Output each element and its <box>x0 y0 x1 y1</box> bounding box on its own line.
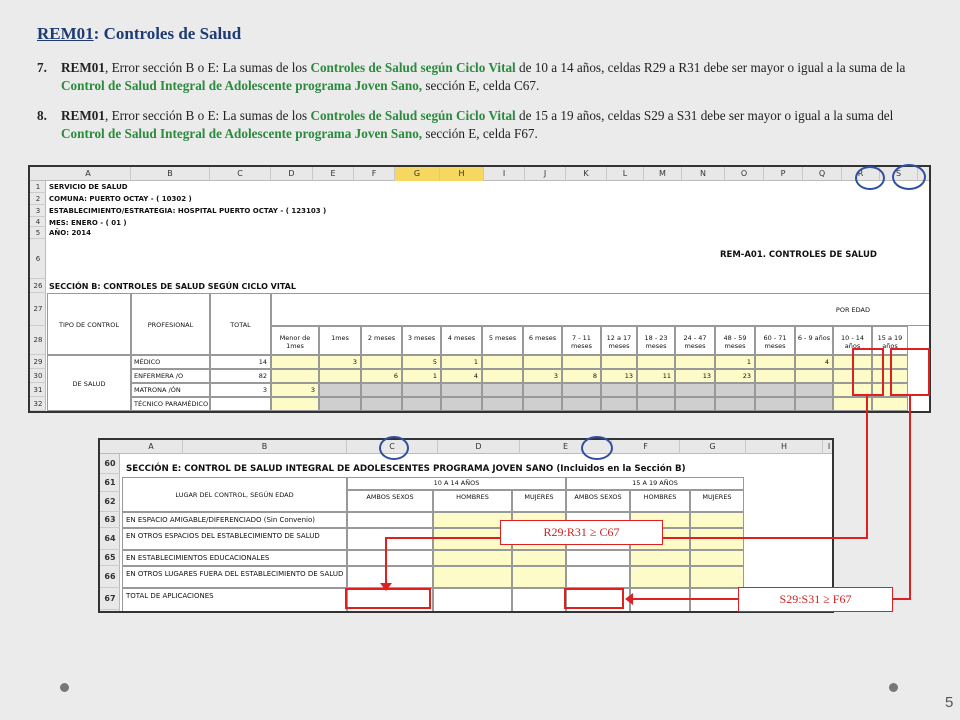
header-lugar: LUGAR DEL CONTROL, SEGÚN EDAD <box>122 477 347 512</box>
row-header: 65 <box>100 550 120 566</box>
section-e-spreadsheet <box>98 438 834 613</box>
column-header-g: G <box>395 167 440 181</box>
rule-highlight: Controles de Salud según Ciclo Vital <box>310 60 516 75</box>
data-cell <box>675 397 715 411</box>
column-header-i: I <box>823 440 834 454</box>
data-cell <box>715 397 755 411</box>
data-cell <box>795 369 833 383</box>
column-header-d: D <box>438 440 520 454</box>
data-cell <box>523 397 562 411</box>
rule-text: sección E, celda F67. <box>422 126 538 141</box>
row-header: 4 <box>30 217 46 227</box>
data-cell: 13 <box>675 369 715 383</box>
age-header: 3 meses <box>402 326 441 355</box>
column-c-highlight <box>379 436 409 460</box>
rule-text: de 10 a 14 años, celdas R29 a R31 debe ser mayor o igual a la suma de la <box>515 60 906 75</box>
f67-box <box>564 588 624 609</box>
column-r-highlight <box>855 166 885 190</box>
total-value: 3 <box>210 383 271 397</box>
column-header-c: C <box>347 440 438 454</box>
age-header: 24 - 47 meses <box>675 326 715 355</box>
data-cell <box>690 566 744 588</box>
total-value: 82 <box>210 369 271 383</box>
profession-label: TÉCNICO PARAMÉDICO <box>131 397 210 411</box>
data-cell <box>630 550 690 566</box>
column-f-highlight <box>581 436 613 460</box>
age-header: Menor de 1mes <box>271 326 319 355</box>
data-cell <box>402 383 441 397</box>
header-15-19: 15 A 19 AÑOS <box>566 477 744 490</box>
data-cell <box>482 369 523 383</box>
row-header: 61 <box>100 474 120 492</box>
place-label: EN ESTABLECIMIENTOS EDUCACIONALES <box>122 550 347 566</box>
info-month: MES: ENERO - ( 01 ) <box>49 219 127 227</box>
data-cell <box>512 566 566 588</box>
data-cell <box>566 566 630 588</box>
rule-number: 7. <box>37 60 47 75</box>
data-cell <box>482 355 523 369</box>
data-cell: 4 <box>795 355 833 369</box>
title-rest: : Controles de Salud <box>93 24 242 43</box>
row-header: 30 <box>30 369 46 383</box>
info-comuna: COMUNA: PUERTO OCTAY - ( 10302 ) <box>49 195 192 203</box>
row-header: 60 <box>100 454 120 474</box>
column-header-k: K <box>566 167 607 181</box>
column-header-h: H <box>440 167 484 181</box>
section-b-spreadsheet <box>28 165 931 413</box>
column-header-b: B <box>183 440 347 454</box>
column-header-s: S <box>880 167 918 181</box>
age-header: 15 a 19 años <box>872 326 908 355</box>
rule-highlight: Controles de Salud según Ciclo Vital <box>310 108 516 123</box>
section-e-title: SECCIÓN E: CONTROL DE SALUD INTEGRAL DE ADOLESCENTES PROGRAMA JOVEN SANO (Incluidos en la Sección B) <box>126 464 686 474</box>
row-header: 5 <box>30 227 46 239</box>
column-header-f: F <box>354 167 395 181</box>
sub-header: HOMBRES <box>433 490 512 512</box>
data-cell <box>795 383 833 397</box>
data-cell <box>361 383 402 397</box>
data-cell <box>690 528 744 550</box>
profession-label: MÉDICO <box>131 355 210 369</box>
age-header: 2 meses <box>361 326 402 355</box>
data-cell <box>271 397 319 411</box>
data-cell <box>319 397 361 411</box>
row-header: 1 <box>30 181 46 193</box>
header-total: TOTAL <box>210 293 271 355</box>
row-header: 27 <box>30 293 46 326</box>
data-cell <box>441 397 482 411</box>
column-header-b: B <box>131 167 210 181</box>
column-header-o: O <box>725 167 764 181</box>
data-cell: 1 <box>402 369 441 383</box>
data-cell: 4 <box>441 369 482 383</box>
data-cell: 8 <box>562 369 601 383</box>
data-cell <box>512 550 566 566</box>
row-header: 28 <box>30 326 46 355</box>
age-header: 12 a 17 meses <box>601 326 637 355</box>
place-label: TOTAL DE APLICACIONES <box>122 588 347 612</box>
data-cell <box>637 383 675 397</box>
data-cell <box>402 397 441 411</box>
data-cell <box>271 369 319 383</box>
rem-title: REM-A01. CONTROLES DE SALUD <box>720 250 877 260</box>
data-cell <box>482 383 523 397</box>
connector-c <box>385 537 500 539</box>
rule-text: sección E, celda C67. <box>422 78 540 93</box>
column-header-a: A <box>46 167 131 181</box>
rule-text: , Error sección B o E: La sumas de los <box>104 60 311 75</box>
title-code: REM01 <box>37 24 94 43</box>
data-cell <box>755 369 795 383</box>
column-header-l: L <box>607 167 644 181</box>
sub-header: HOMBRES <box>630 490 690 512</box>
data-cell <box>523 355 562 369</box>
c67-box <box>345 588 431 609</box>
data-cell <box>361 397 402 411</box>
column-header-p: P <box>764 167 803 181</box>
data-cell <box>715 383 755 397</box>
data-cell <box>755 383 795 397</box>
column-header-h: H <box>746 440 823 454</box>
info-establishment: ESTABLECIMIENTO/ESTRATEGIA: HOSPITAL PUERTO OCTAY - ( 123103 ) <box>49 207 327 215</box>
data-cell <box>630 566 690 588</box>
data-cell <box>347 528 433 550</box>
row-header: 64 <box>100 528 120 550</box>
section-b-title: SECCIÓN B: CONTROLES DE SALUD SEGÚN CICLO VITAL <box>49 282 296 291</box>
row-header: 31 <box>30 383 46 397</box>
place-label: EN OTROS LUGARES FUERA DEL ESTABLECIMIENTO DE SALUD <box>122 566 347 588</box>
rule-number: 8. <box>37 108 47 123</box>
data-cell: 3 <box>271 383 319 397</box>
page-number: 5 <box>945 694 954 711</box>
column-header-j: J <box>525 167 566 181</box>
data-cell <box>347 550 433 566</box>
info-year: AÑO: 2014 <box>49 229 91 237</box>
age-header: 6 meses <box>523 326 562 355</box>
row-header: 63 <box>100 512 120 528</box>
row-header: 2 <box>30 193 46 205</box>
row-header: 26 <box>30 279 46 293</box>
arrow-head <box>380 583 392 591</box>
data-cell <box>433 550 512 566</box>
column-header-q: Q <box>803 167 842 181</box>
place-label: EN OTROS ESPACIOS DEL ESTABLECIMIENTO DE SALUD <box>122 528 347 550</box>
data-cell <box>601 355 637 369</box>
row-header: 6 <box>30 239 46 279</box>
page-title <box>37 24 241 44</box>
data-cell <box>433 566 512 588</box>
data-cell <box>872 397 908 411</box>
column-header-e: E <box>313 167 354 181</box>
data-cell <box>361 355 402 369</box>
column-s-highlight <box>892 164 926 190</box>
data-cell <box>601 383 637 397</box>
column-header-d: D <box>271 167 313 181</box>
data-cell: 1 <box>441 355 482 369</box>
data-cell <box>690 588 744 612</box>
data-cell <box>512 588 566 612</box>
data-cell <box>562 355 601 369</box>
s29-s31-box <box>890 348 930 396</box>
row-header: 62 <box>100 492 120 512</box>
data-cell <box>347 512 433 528</box>
sub-header: MUJERES <box>690 490 744 512</box>
column-header-i: I <box>484 167 525 181</box>
row-header: 66 <box>100 566 120 588</box>
data-cell <box>271 355 319 369</box>
rule-note-r-c: R29:R31 ≥ C67 <box>500 520 663 545</box>
data-cell <box>637 355 675 369</box>
slide-dot-right <box>889 683 898 692</box>
data-cell: 23 <box>715 369 755 383</box>
age-header: 5 meses <box>482 326 523 355</box>
age-header: 6 - 9 años <box>795 326 833 355</box>
column-header-f: F <box>612 440 680 454</box>
connector-s <box>893 598 911 600</box>
row-header: 67 <box>100 588 120 610</box>
rule-note-s-f: S29:S31 ≥ F67 <box>738 587 893 612</box>
rule-code: REM01 <box>61 60 105 75</box>
column-header-a: A <box>120 440 183 454</box>
column-header-r: R <box>842 167 880 181</box>
r29-r31-box <box>852 348 884 396</box>
column-header-m: M <box>644 167 682 181</box>
data-cell: 6 <box>361 369 402 383</box>
connector-r <box>663 537 868 539</box>
rule-highlight: Control de Salud Integral de Adolescente programa Joven Sano, <box>61 78 423 93</box>
header-tipo-control: TIPO DE CONTROL <box>47 293 131 355</box>
rule-item-8 <box>37 107 927 143</box>
age-header: 4 meses <box>441 326 482 355</box>
data-cell <box>675 383 715 397</box>
rule-code: REM01 <box>61 108 105 123</box>
row-header: 32 <box>30 397 46 411</box>
data-cell: 3 <box>319 355 361 369</box>
column-header-c: C <box>210 167 271 181</box>
profession-label: ENFERMERA /O <box>131 369 210 383</box>
data-cell <box>675 355 715 369</box>
rule-highlight: Control de Salud Integral de Adolescente programa Joven Sano, <box>61 126 423 141</box>
data-cell <box>319 369 361 383</box>
data-cell <box>755 355 795 369</box>
data-cell: 11 <box>637 369 675 383</box>
age-header: 60 - 71 meses <box>755 326 795 355</box>
connector-s <box>909 396 911 599</box>
data-cell <box>433 588 512 612</box>
connector-f <box>632 598 738 600</box>
info-service: SERVICIO DE SALUD <box>49 183 128 191</box>
connector-r <box>866 396 868 538</box>
age-header: 1mes <box>319 326 361 355</box>
data-cell <box>319 383 361 397</box>
data-cell <box>755 397 795 411</box>
rule-item-7 <box>37 59 927 95</box>
header-por-edad: POR EDAD <box>271 293 931 326</box>
data-cell <box>562 397 601 411</box>
data-cell <box>690 512 744 528</box>
age-header: 10 - 14 años <box>833 326 872 355</box>
data-cell <box>566 550 630 566</box>
age-header: 7 - 11 meses <box>562 326 601 355</box>
place-label: EN ESPACIO AMIGABLE/DIFERENCIADO (Sin Convenio) <box>122 512 347 528</box>
column-header-g: G <box>680 440 746 454</box>
data-cell <box>690 550 744 566</box>
profession-label: MATRONA /ÓN <box>131 383 210 397</box>
data-cell: 1 <box>715 355 755 369</box>
rule-text: , Error sección B o E: La sumas de los <box>104 108 311 123</box>
sub-header: AMBOS SEXOS <box>566 490 630 512</box>
data-cell <box>601 397 637 411</box>
data-cell <box>523 383 562 397</box>
data-cell <box>795 397 833 411</box>
data-cell <box>562 383 601 397</box>
sub-header: MUJERES <box>512 490 566 512</box>
rule-text: de 15 a 19 años, celdas S29 a S31 debe ser mayor o igual a la suma del <box>515 108 894 123</box>
connector-c <box>385 537 387 585</box>
age-header: 48 - 59 meses <box>715 326 755 355</box>
slide-dot-left <box>60 683 69 692</box>
data-cell: 13 <box>601 369 637 383</box>
row-header: 29 <box>30 355 46 369</box>
header-10-14: 10 A 14 AÑOS <box>347 477 566 490</box>
data-cell: 3 <box>523 369 562 383</box>
data-cell <box>630 588 690 612</box>
tipo-de-salud: DE SALUD <box>47 355 131 411</box>
sub-header: AMBOS SEXOS <box>347 490 433 512</box>
data-cell <box>637 397 675 411</box>
data-cell: 5 <box>402 355 441 369</box>
column-header-n: N <box>682 167 725 181</box>
row-header: 3 <box>30 205 46 217</box>
age-header: 18 - 23 meses <box>637 326 675 355</box>
arrow-head <box>625 593 633 605</box>
data-cell <box>441 383 482 397</box>
total-value <box>210 397 271 411</box>
total-value: 14 <box>210 355 271 369</box>
data-cell <box>482 397 523 411</box>
header-profesional: PROFESIONAL <box>131 293 210 355</box>
column-header-e: E <box>520 440 612 454</box>
